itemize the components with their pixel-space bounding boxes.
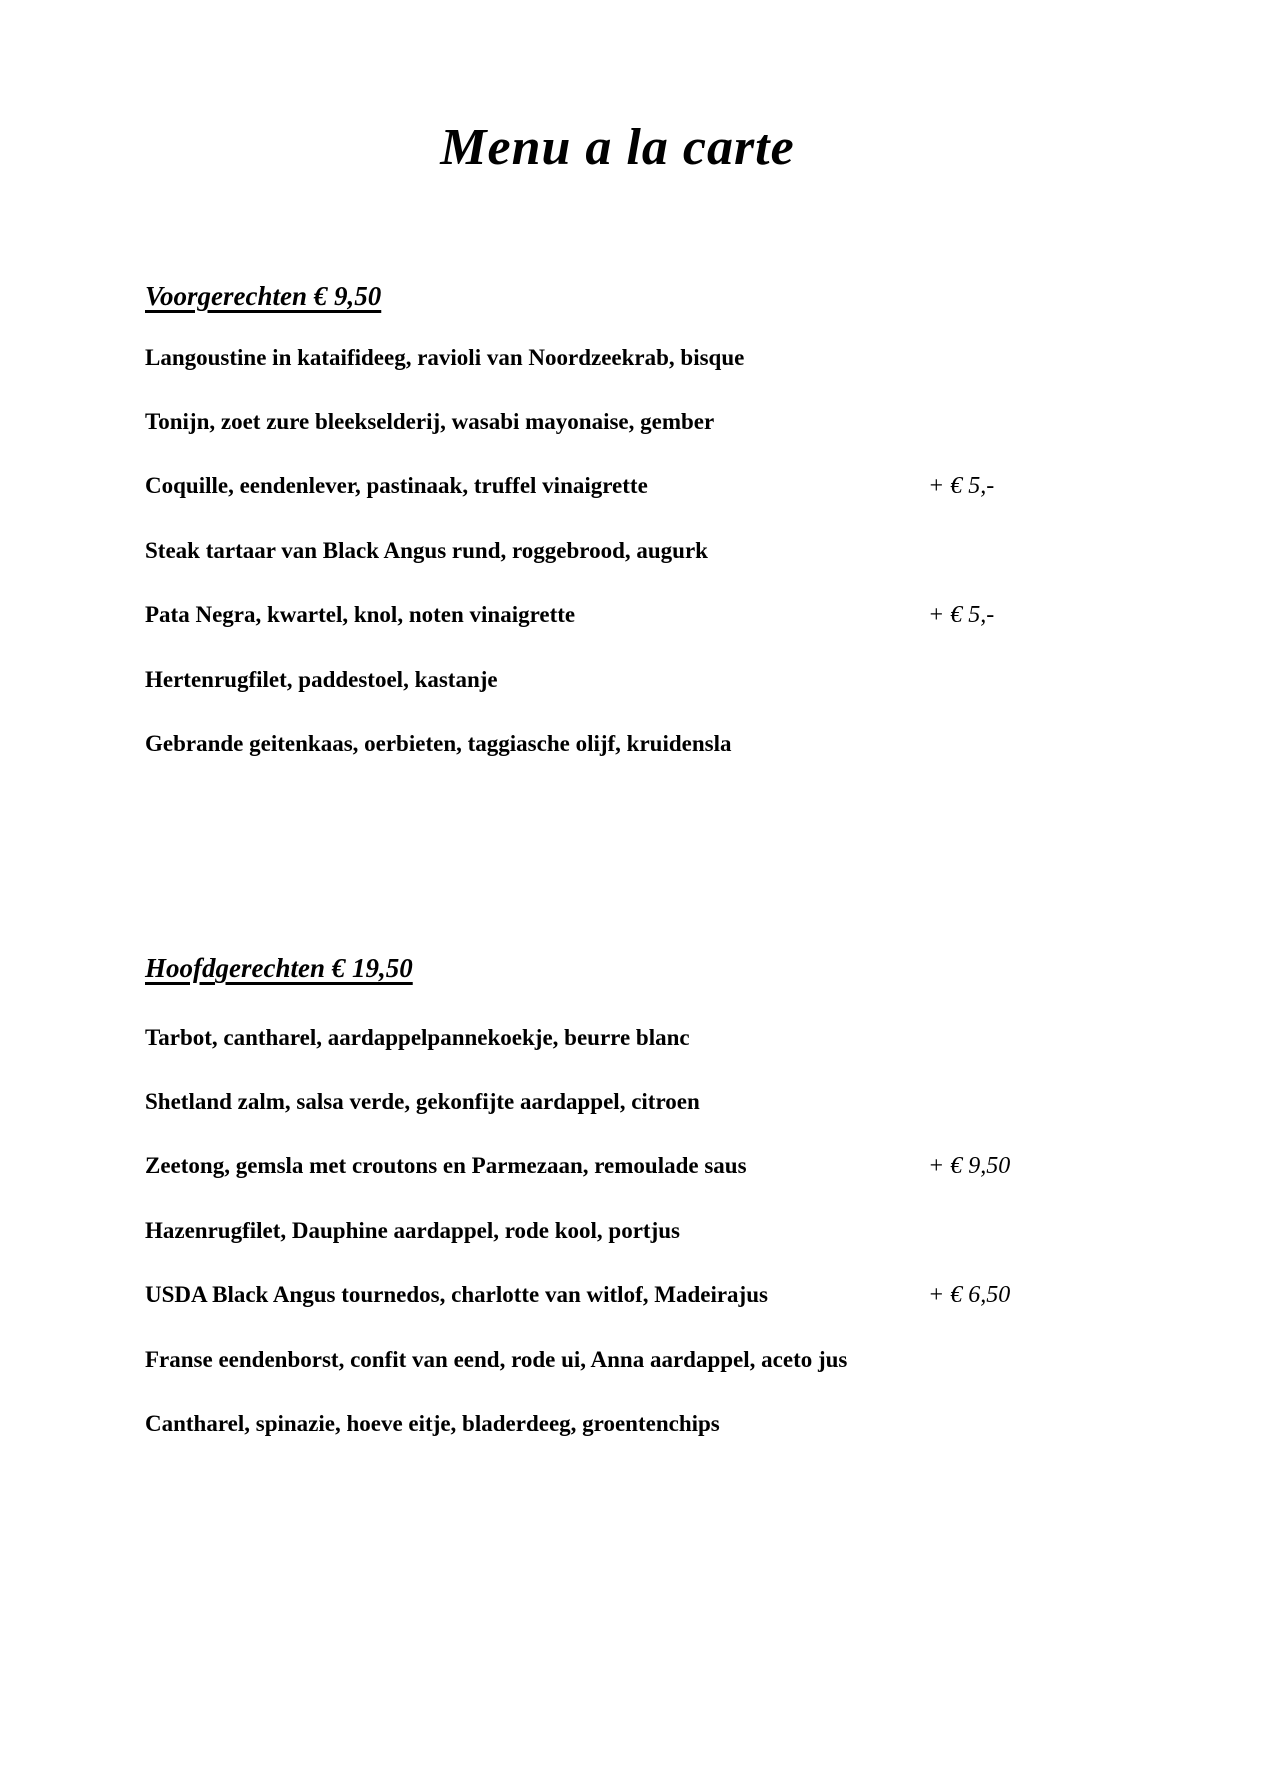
menu-item-row bbox=[145, 1153, 1155, 1179]
menu-item-row bbox=[145, 667, 1155, 692]
menu-item-row bbox=[145, 731, 1155, 756]
section-heading-hoofdgerechten: Hoofdgerechten € 19,50 bbox=[145, 953, 413, 984]
menu-item-row bbox=[145, 345, 1155, 370]
item-name: Shetland zalm, salsa verde, gekonfijte aardappel, citroen bbox=[145, 1088, 700, 1114]
item-name: Hertenrugfilet, paddestoel, kastanje bbox=[145, 667, 498, 693]
menu-item-row bbox=[145, 1411, 1155, 1436]
menu-item-row bbox=[145, 1347, 1155, 1372]
menu-item-row bbox=[145, 1089, 1155, 1114]
menu-item-row bbox=[145, 1282, 1155, 1308]
item-name: Tonijn, zoet zure bleekselderij, wasabi mayonaise, gember bbox=[145, 409, 715, 435]
item-name: Franse eendenborst, confit van eend, rode ui, Anna aardappel, aceto jus bbox=[145, 1346, 848, 1372]
section-heading-voorgerechten: Voorgerechten € 9,50 bbox=[145, 280, 382, 311]
item-name: Cantharel, spinazie, hoeve eitje, bladerdeeg, groentenchips bbox=[145, 1410, 720, 1436]
menu-item-row bbox=[145, 473, 1155, 499]
item-name: Tarbot, cantharel, aardappelpannekoekje, beurre blanc bbox=[145, 1024, 690, 1050]
menu-item-row bbox=[145, 602, 1155, 628]
menu-item-row bbox=[145, 1218, 1155, 1243]
item-supplement: + € 5,- bbox=[928, 473, 995, 500]
section-hoofdgerechten bbox=[145, 952, 1155, 1435]
voorgerechten-items bbox=[145, 345, 1155, 756]
item-name: Hazenrugfilet, Dauphine aardappel, rode kool, portjus bbox=[145, 1217, 680, 1243]
item-name: Langoustine in kataifideeg, ravioli van Noordzeekrab, bisque bbox=[145, 345, 745, 371]
item-supplement: + € 6,50 bbox=[928, 1281, 1011, 1308]
item-supplement: + € 9,50 bbox=[928, 1152, 1011, 1179]
section-voorgerechten bbox=[145, 280, 1155, 756]
menu-item-row bbox=[145, 1025, 1155, 1050]
menu-page bbox=[0, 118, 1275, 1768]
item-name: Steak tartaar van Black Angus rund, roggebrood, augurk bbox=[145, 538, 708, 564]
menu-item-row bbox=[145, 538, 1155, 563]
item-name: Pata Negra, kwartel, knol, noten vinaigrette bbox=[145, 602, 576, 628]
hoofdgerechten-items bbox=[145, 1025, 1155, 1436]
item-name: Coquille, eendenlever, pastinaak, truffel vinaigrette bbox=[145, 473, 648, 499]
item-name: Gebrande geitenkaas, oerbieten, taggiasche olijf, kruidensla bbox=[145, 731, 732, 757]
item-supplement: + € 5,- bbox=[928, 602, 995, 629]
menu-item-row bbox=[145, 409, 1155, 434]
item-name: USDA Black Angus tournedos, charlotte van witlof, Madeirajus bbox=[145, 1281, 768, 1307]
item-name: Zeetong, gemsla met croutons en Parmezaan, remoulade saus bbox=[145, 1152, 747, 1178]
menu-title: Menu a la carte bbox=[440, 119, 795, 176]
